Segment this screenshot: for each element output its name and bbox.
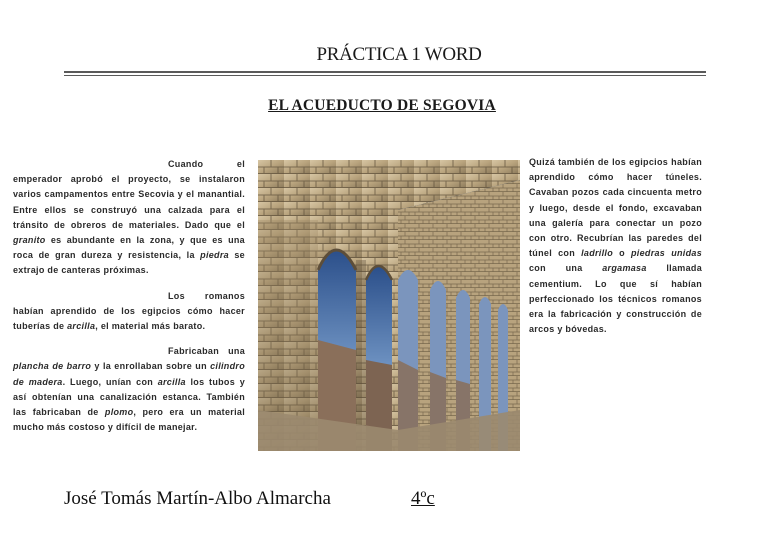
author-name: José Tomás Martín-Albo Almarcha (64, 488, 331, 509)
paragraph-pipes: Los romanos habían aprendido de los egipcios cómo hacer tuberías de arcilla, el material más barato. (13, 290, 245, 332)
paragraph-tunnels: Quizá también de los egipcios habían aprendido cómo hacer túneles. Cavaban pozos cada cincuenta metro y luego, desde el fondo, excavaban una galería para conectar un pozo con otro. Recubrían las paredes del túnel con ladrillo o piedras unidas con una argamasa llamada cementium. Lo que sí habían perfeccionado los técnicos romanos era la fabricación y construcción de arcos y bóvedas. (529, 157, 703, 335)
paragraph-construction: Cuando el emperador aprobó el proyecto, se instalaron varios campamentos entre Secovia y el manantial. Entre ellos se construyó una calzada para el tránsito de obreros de materiales. Dado que el granito es abundante en la zona, y que es una roca de gran dureza y resistencia, la piedra se extrajo de canteras próximas. (13, 159, 245, 276)
article-title: EL ACUEDUCTO DE SEGOVIA (268, 97, 496, 114)
course-label: 4ºc (411, 488, 435, 509)
aqueduct-photo (258, 160, 520, 451)
paragraph-fabrication: Fabricaban una plancha de barro y la enrollaban sobre un cilindro de madera. Luego, unían con arcilla los tubos y así obtenían una canalización estanca. También las fabricaban de plomo, pero era un material mucho más costoso y difícil de manejar. (13, 346, 245, 433)
left-text-column (13, 157, 245, 435)
header-rule-thin (64, 75, 706, 76)
right-text-column (529, 155, 702, 337)
header-rule-thick (64, 71, 706, 73)
page-header-title: PRÁCTICA 1 WORD (316, 44, 482, 65)
